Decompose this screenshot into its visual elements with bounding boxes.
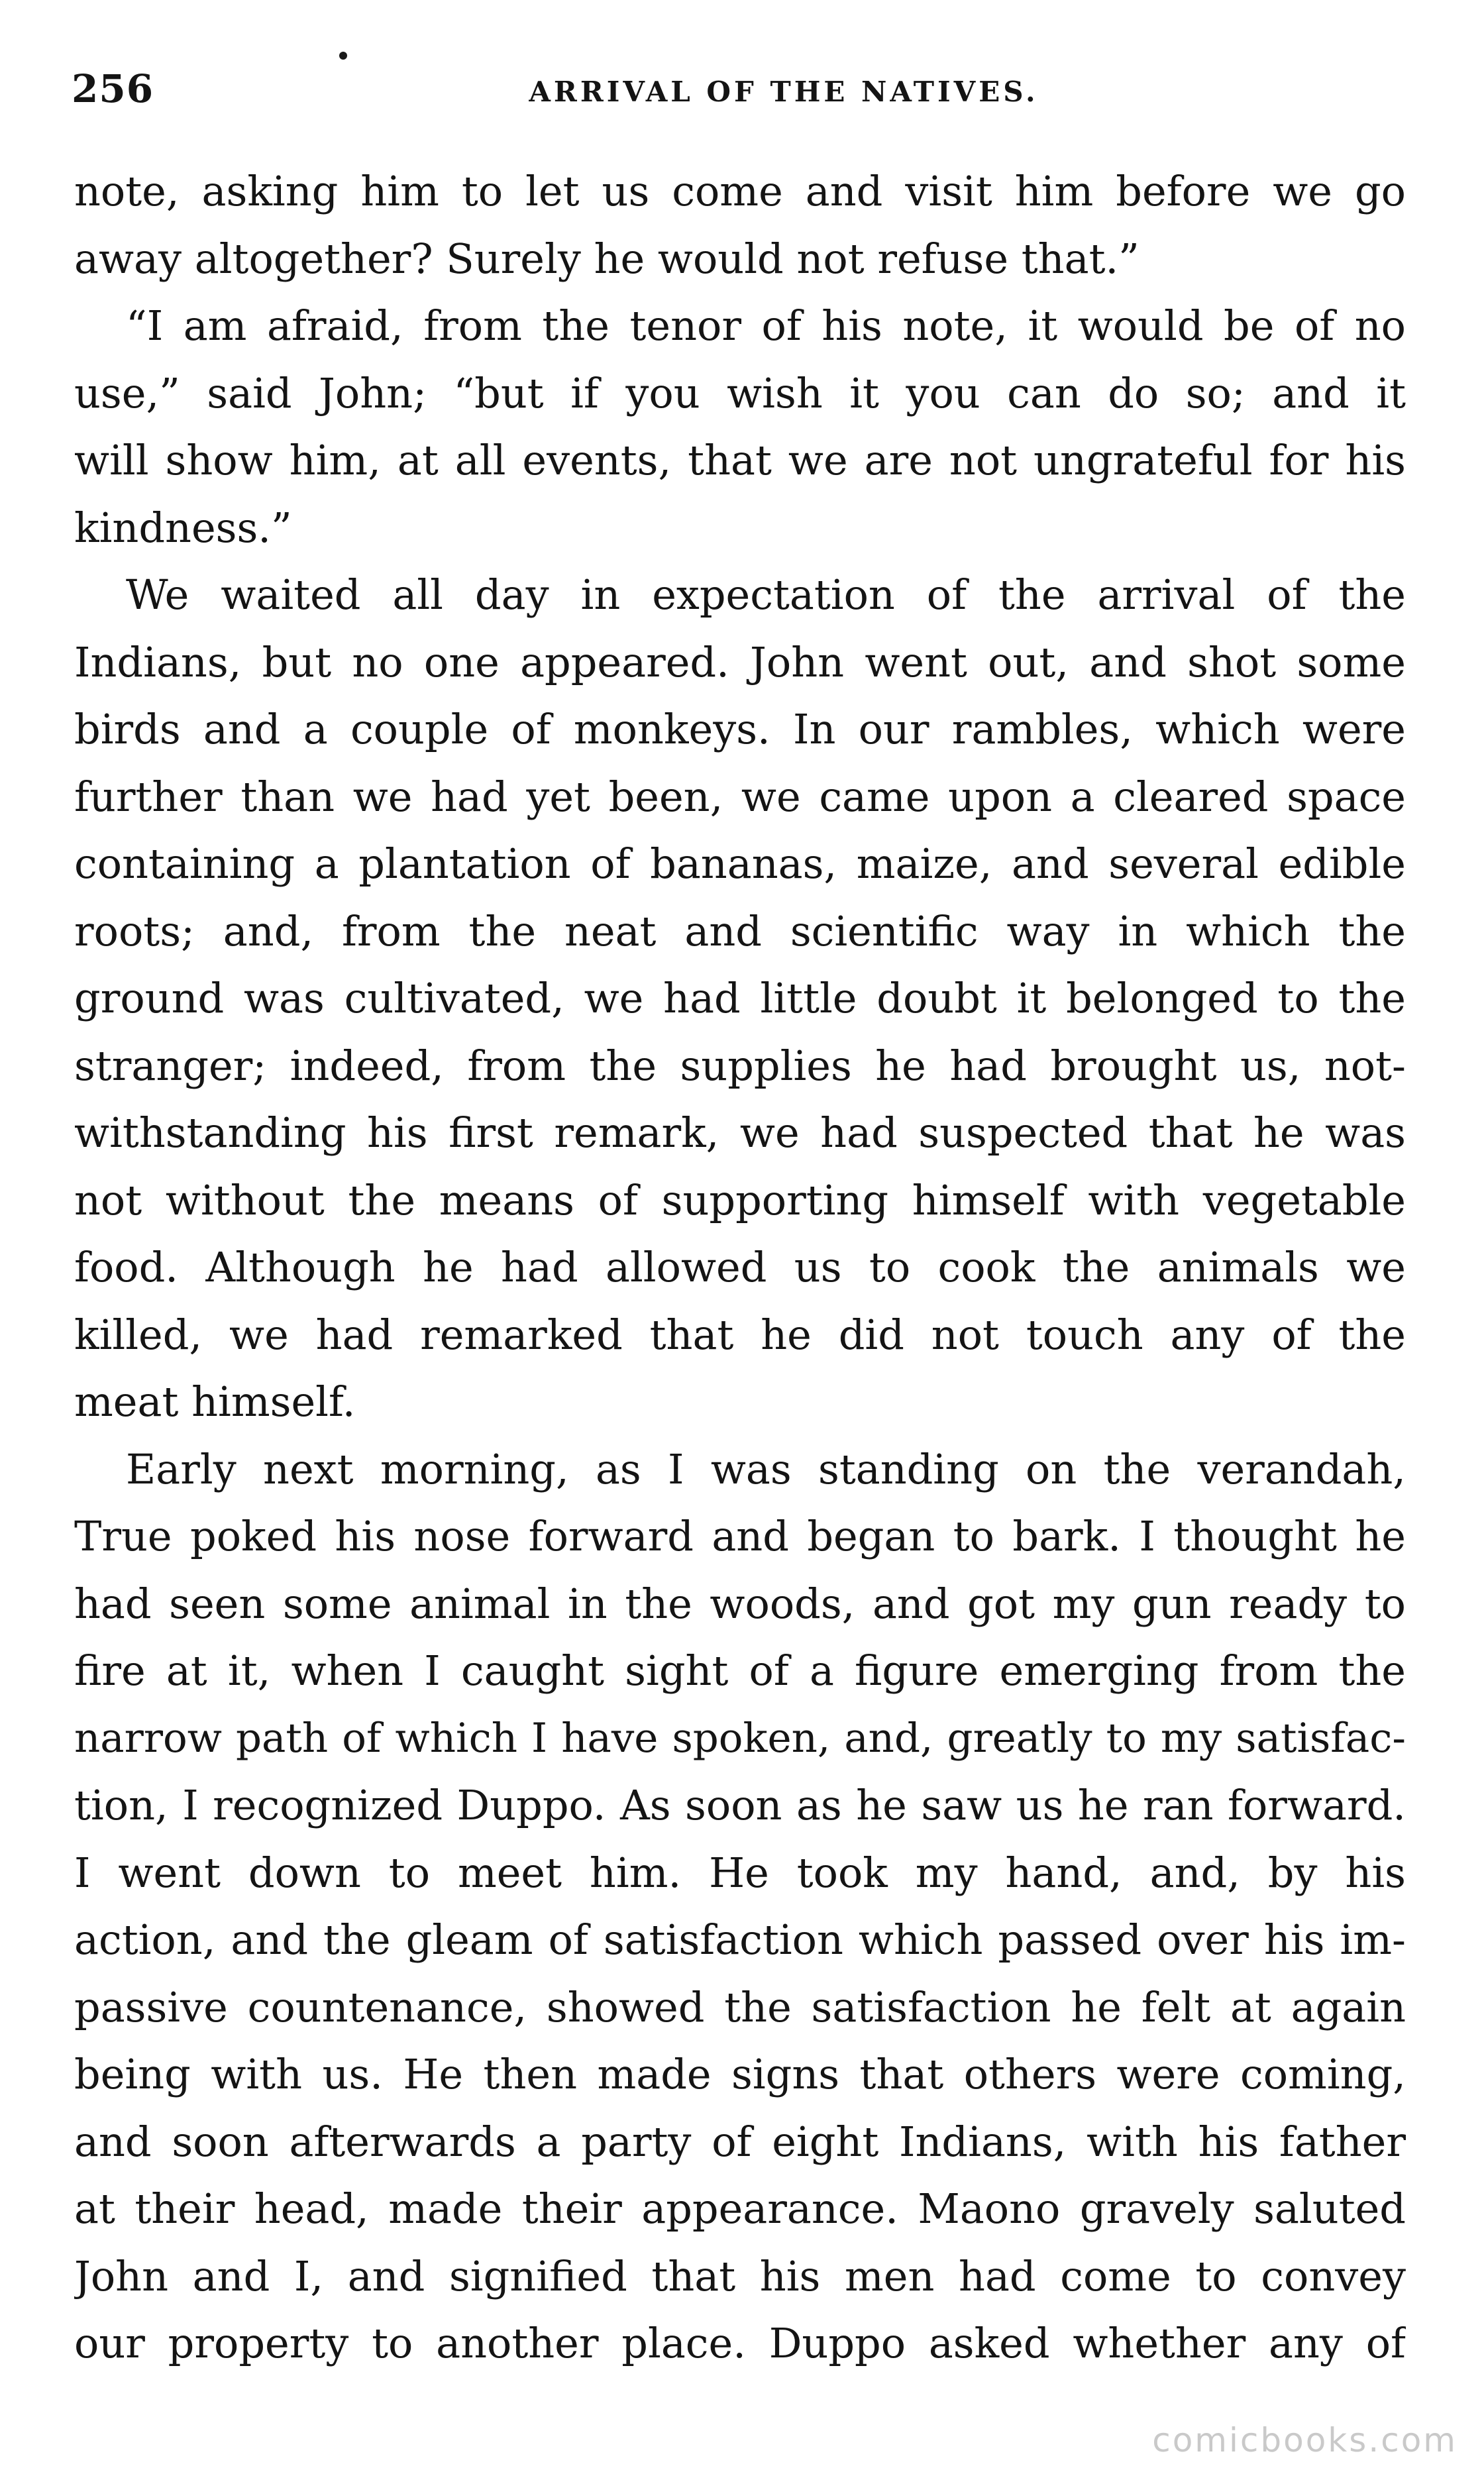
text-line: Early next morning, as I was standing on the verandah, [126,1444,1406,1493]
text-line: I went down to meet him. He took my hand, and, by his [74,1848,1406,1897]
text-line: ground was cultivated, we had little doubt it belonged to the [74,974,1406,1022]
text-line: and soon afterwards a party of eight Indians, with his father [74,2117,1406,2166]
page-header [72,66,1416,119]
text-line: roots; and, from the neat and scientific way in which the [74,906,1406,955]
text-line: passive countenance, showed the satisfaction he felt at again [74,1982,1406,2031]
watermark: comicbooks.com [1152,2421,1458,2459]
text-line: We waited all day in expectation of the arrival of the [126,570,1406,619]
text-line: killed, we had remarked that he did not touch any of the [74,1310,1406,1359]
text-line: kindness.” [74,503,292,552]
text-line: fire at it, when I caught sight of a figure emerging from the [74,1646,1406,1695]
text-line: at their head, made their appearance. Maono gravely saluted [74,2184,1406,2233]
text-line: being with us. He then made signs that others were coming, [74,2050,1406,2098]
text-line: use,” said John; “but if you wish it you can do so; and it [74,368,1406,417]
text-line: John and I, and signified that his men had come to convey [74,2251,1406,2300]
running-head: ARRIVAL OF THE NATIVES. [529,76,1039,108]
print-speck [339,52,347,60]
text-line: not without the means of supporting himself with vegetable [74,1175,1406,1224]
text-line: food. Although he had allowed us to cook the animals we [74,1243,1406,1291]
text-line: stranger; indeed, from the supplies he had brought us, not- [74,1041,1406,1090]
text-line: “I am afraid, from the tenor of his note, it would be of no [126,301,1406,350]
text-line: our property to another place. Duppo asked whether any of [74,2319,1406,2367]
text-line: tion, I recognized Duppo. As soon as he saw us he ran forward. [74,1781,1406,1829]
text-line: narrow path of which I have spoken, and, greatly to my satisfac- [74,1714,1406,1762]
text-line: True poked his nose forward and began to bark. I thought he [74,1512,1406,1560]
text-line: Indians, but no one appeared. John went out, and shot some [74,637,1406,686]
text-line: away altogether? Surely he would not refuse that.” [74,234,1140,283]
text-line: withstanding his first remark, we had suspected that he was [74,1108,1406,1157]
text-line: note, asking him to let us come and visit him before we go [74,167,1406,215]
text-line: will show him, at all events, that we are not ungrateful for his [74,436,1406,484]
text-line: action, and the gleam of satisfaction which passed over his im- [74,1915,1406,1964]
text-line: containing a plantation of bananas, maize, and several edible [74,839,1406,888]
body-text [74,158,1406,2377]
text-line: had seen some animal in the woods, and got my gun ready to [74,1579,1406,1628]
text-line: further than we had yet been, we came upon a cleared space [74,772,1406,821]
page-number: 256 [72,66,154,111]
text-line: birds and a couple of monkeys. In our rambles, which were [74,705,1406,753]
text-line: meat himself. [74,1377,356,1426]
